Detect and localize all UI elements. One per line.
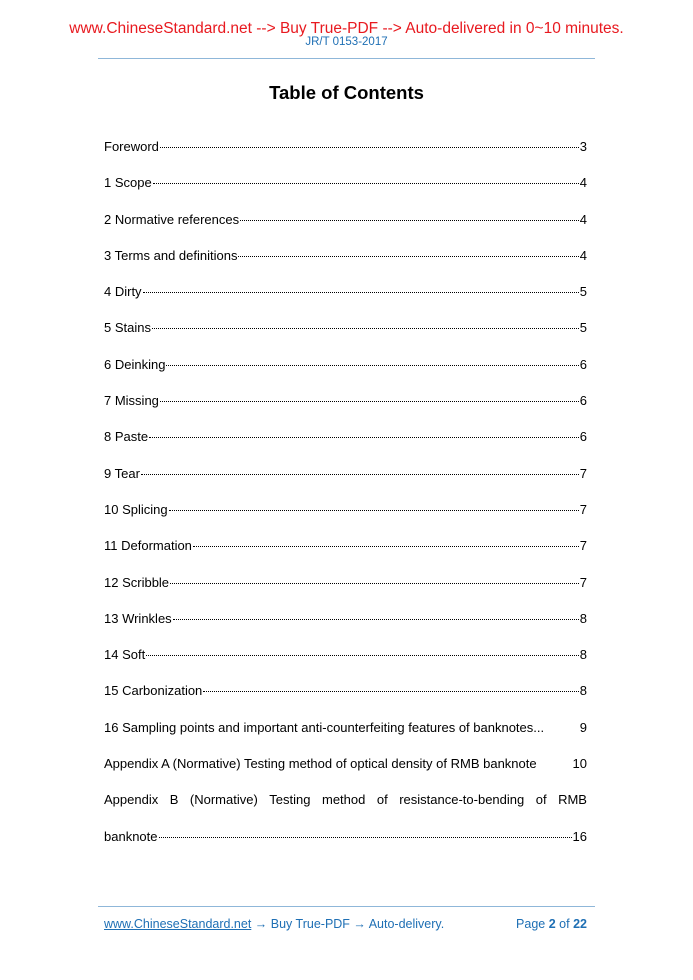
promo-banner[interactable]: www.ChineseStandard.net --> Buy True-PDF --> Auto-delivered in 0~10 minutes. <box>69 20 624 37</box>
page-footer <box>104 916 587 932</box>
toc-entry[interactable] <box>104 682 587 718</box>
toc-entry[interactable] <box>104 428 587 464</box>
dot-leader <box>166 365 578 366</box>
toc-entry-label-part: method <box>322 792 366 808</box>
dot-leader <box>170 583 579 584</box>
toc-entry-label-part: Testing <box>269 792 311 808</box>
page-current: 2 <box>548 917 556 931</box>
document-code: JR/T 0153-2017 <box>305 36 388 48</box>
toc-entry[interactable] <box>104 646 587 682</box>
toc-entry-label: 5 Stains <box>104 320 151 336</box>
toc-entry-page: 5 <box>579 320 587 336</box>
toc-entry-label: 3 Terms and definitions <box>104 247 238 263</box>
toc-entry[interactable] <box>104 283 587 319</box>
page-of: of <box>559 917 570 931</box>
toc-entry-label: 8 Paste <box>104 429 149 445</box>
toc-entry-label: 11 Deformation <box>104 538 192 554</box>
toc-entry-page: 7 <box>579 574 587 590</box>
toc-entry-page: 16 <box>572 828 587 844</box>
dot-leader <box>153 183 579 184</box>
toc-entry-label: 10 Splicing <box>104 501 168 517</box>
toc-entry-page: 4 <box>579 211 587 227</box>
footer-promo <box>104 916 444 932</box>
toc-entry-label-part: B <box>169 792 179 808</box>
dot-leader <box>159 837 572 838</box>
toc-entry-label-part: Appendix <box>104 792 159 808</box>
footer-divider <box>98 906 595 907</box>
toc-entry[interactable] <box>104 465 587 501</box>
toc-entry[interactable] <box>104 719 587 755</box>
header-divider <box>98 58 595 59</box>
toc-entry-label: Foreword <box>104 139 159 154</box>
table-of-contents <box>104 138 587 864</box>
toc-entry-label: Appendix A (Normative) Testing method of optical density of RMB banknote <box>104 756 537 772</box>
toc-entry-label-part: of <box>535 792 547 808</box>
toc-entry[interactable] <box>104 211 587 247</box>
toc-entry-label: 6 Deinking <box>104 356 166 372</box>
toc-entry[interactable] <box>104 537 587 573</box>
toc-entry-page: 6 <box>579 393 587 409</box>
dot-leader <box>169 510 579 511</box>
footer-promo-text: → Buy True-PDF → Auto-delivery. <box>251 917 445 931</box>
toc-entry[interactable] <box>104 755 587 791</box>
toc-entry[interactable] <box>104 574 587 610</box>
dot-leader <box>173 619 579 620</box>
toc-entries <box>104 138 587 791</box>
toc-entry-page: 10 <box>572 756 587 772</box>
dot-leader <box>160 147 579 148</box>
toc-entry-label: 14 Soft <box>104 647 146 663</box>
toc-entry[interactable] <box>104 501 587 537</box>
dot-leader <box>160 401 579 402</box>
toc-entry-label: 15 Carbonization <box>104 683 203 699</box>
toc-entry-page: 6 <box>579 356 587 372</box>
page-indicator <box>516 916 587 932</box>
toc-entry-page: 7 <box>579 538 587 554</box>
toc-entry-page: 9 <box>579 719 587 735</box>
dot-leader <box>203 691 578 692</box>
toc-entry[interactable] <box>104 610 587 646</box>
toc-entry[interactable] <box>104 174 587 210</box>
toc-entry-label: banknote <box>104 828 158 844</box>
dot-leader <box>141 474 579 475</box>
toc-entry-page: 5 <box>579 284 587 300</box>
dot-leader <box>152 328 579 329</box>
toc-entry-page: 8 <box>579 647 587 663</box>
dot-leader <box>193 546 579 547</box>
dot-leader <box>149 437 579 438</box>
toc-entry[interactable] <box>104 319 587 355</box>
toc-entry-page: 3 <box>579 139 587 154</box>
toc-entry-label: 13 Wrinkles <box>104 610 172 626</box>
toc-entry[interactable] <box>104 247 587 283</box>
toc-entry-page: 7 <box>579 501 587 517</box>
toc-entry-label-part: RMB <box>558 792 587 808</box>
dot-leader <box>146 655 579 656</box>
dot-leader <box>143 292 579 293</box>
toc-entry-page: 4 <box>579 175 587 191</box>
toc-entry-label: 2 Normative references <box>104 211 240 227</box>
toc-entry-appendix-b-continued[interactable] <box>104 828 587 864</box>
page-total: 22 <box>573 917 587 931</box>
toc-entry-page: 4 <box>579 247 587 263</box>
toc-entry-page: 6 <box>579 429 587 445</box>
toc-entry-appendix-b[interactable] <box>104 791 587 827</box>
toc-entry-label-part: (Normative) <box>189 792 258 808</box>
toc-entry-page: 8 <box>579 610 587 626</box>
footer-link[interactable]: www.ChineseStandard.net <box>104 917 252 931</box>
toc-entry-page: 7 <box>579 465 587 481</box>
toc-entry-page: 8 <box>579 683 587 699</box>
toc-entry-label: 1 Scope <box>104 175 152 191</box>
toc-entry[interactable] <box>104 392 587 428</box>
page-label: Page <box>516 917 546 931</box>
toc-entry-label: 7 Missing <box>104 393 159 409</box>
page-title: Table of Contents <box>269 82 424 103</box>
toc-entry-label: 4 Dirty <box>104 284 142 300</box>
toc-entry[interactable] <box>104 138 587 174</box>
toc-entry-label-part: resistance-to-bending <box>399 792 525 808</box>
toc-entry-label: 12 Scribble <box>104 574 170 590</box>
toc-entry-label-part: of <box>376 792 388 808</box>
toc-entry[interactable] <box>104 356 587 392</box>
toc-entry-label: 16 Sampling points and important anti-counterfeiting features of banknotes... <box>104 719 545 735</box>
toc-entry-label: 9 Tear <box>104 465 140 481</box>
dot-leader <box>240 220 579 221</box>
dot-leader <box>238 256 578 257</box>
